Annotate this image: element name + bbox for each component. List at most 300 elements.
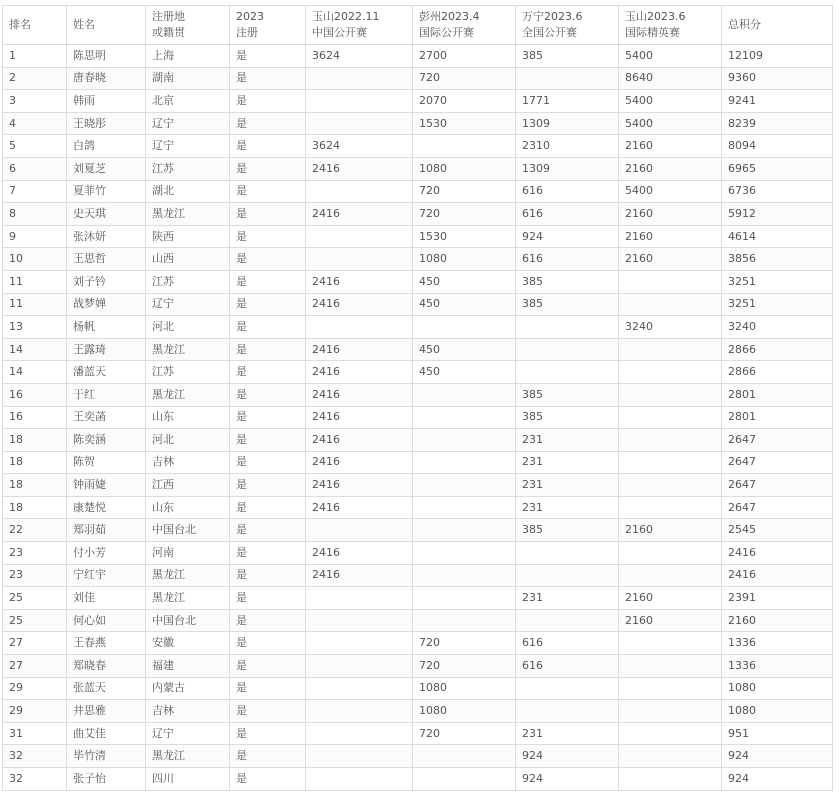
cell-yushan2023 <box>619 722 722 745</box>
cell-reg2023: 是 <box>230 383 306 406</box>
cell-reg2023: 是 <box>230 270 306 293</box>
cell-total: 9241 <box>722 90 833 113</box>
column-header-line: 2023 <box>236 10 264 23</box>
cell-yushan2023 <box>619 768 722 791</box>
cell-pengzhou2023: 450 <box>413 293 516 316</box>
cell-total: 2647 <box>722 474 833 497</box>
cell-yushan2022 <box>306 519 413 542</box>
cell-total: 1336 <box>722 655 833 678</box>
cell-yushan2023: 5400 <box>619 112 722 135</box>
cell-region: 河北 <box>146 316 230 339</box>
cell-region: 江苏 <box>146 157 230 180</box>
cell-wanning2023: 385 <box>516 270 619 293</box>
column-header-wanning2023 <box>516 6 619 45</box>
column-header-line: 总积分 <box>728 18 761 31</box>
cell-wanning2023: 231 <box>516 451 619 474</box>
cell-name: 白鸽 <box>67 135 146 158</box>
cell-yushan2022 <box>306 587 413 610</box>
cell-yushan2023 <box>619 542 722 565</box>
cell-total: 3240 <box>722 316 833 339</box>
column-header-line: 万宁2023.6 <box>522 10 583 23</box>
column-header-line: 注册地 <box>152 10 185 23</box>
cell-wanning2023 <box>516 700 619 723</box>
cell-yushan2023: 2160 <box>619 225 722 248</box>
cell-total: 2416 <box>722 564 833 587</box>
cell-pengzhou2023 <box>413 406 516 429</box>
cell-yushan2023: 3240 <box>619 316 722 339</box>
cell-rank: 13 <box>3 316 67 339</box>
cell-rank: 16 <box>3 383 67 406</box>
cell-yushan2023: 5400 <box>619 90 722 113</box>
cell-name: 井思雅 <box>67 700 146 723</box>
column-header-reg2023 <box>230 6 306 45</box>
cell-pengzhou2023 <box>413 587 516 610</box>
cell-name: 杨帆 <box>67 316 146 339</box>
cell-yushan2023 <box>619 429 722 452</box>
cell-yushan2023 <box>619 361 722 384</box>
cell-reg2023: 是 <box>230 587 306 610</box>
cell-reg2023: 是 <box>230 225 306 248</box>
cell-pengzhou2023: 1080 <box>413 677 516 700</box>
table-row <box>3 135 833 158</box>
cell-yushan2023 <box>619 451 722 474</box>
column-header-yushan2022 <box>306 6 413 45</box>
cell-total: 8094 <box>722 135 833 158</box>
cell-reg2023: 是 <box>230 361 306 384</box>
cell-rank: 9 <box>3 225 67 248</box>
table-row <box>3 203 833 226</box>
cell-region: 吉林 <box>146 700 230 723</box>
column-header-name <box>67 6 146 45</box>
cell-rank: 31 <box>3 722 67 745</box>
cell-total: 1336 <box>722 632 833 655</box>
cell-yushan2022: 2416 <box>306 496 413 519</box>
cell-pengzhou2023: 2070 <box>413 90 516 113</box>
cell-rank: 3 <box>3 90 67 113</box>
table-row <box>3 112 833 135</box>
cell-pengzhou2023 <box>413 429 516 452</box>
cell-total: 6965 <box>722 157 833 180</box>
cell-name: 刘佳 <box>67 587 146 610</box>
column-header-line: 或籍贯 <box>152 26 185 39</box>
cell-pengzhou2023 <box>413 474 516 497</box>
cell-name: 陈贺 <box>67 451 146 474</box>
cell-wanning2023: 385 <box>516 519 619 542</box>
cell-total: 2391 <box>722 587 833 610</box>
table-row <box>3 383 833 406</box>
cell-name: 刘子钤 <box>67 270 146 293</box>
cell-reg2023: 是 <box>230 700 306 723</box>
cell-reg2023: 是 <box>230 496 306 519</box>
cell-pengzhou2023: 1080 <box>413 700 516 723</box>
cell-region: 上海 <box>146 45 230 68</box>
cell-reg2023: 是 <box>230 135 306 158</box>
column-header-line: 玉山2022.11 <box>312 10 380 23</box>
cell-wanning2023: 231 <box>516 722 619 745</box>
cell-wanning2023: 231 <box>516 474 619 497</box>
cell-pengzhou2023: 720 <box>413 67 516 90</box>
table-row <box>3 225 833 248</box>
cell-reg2023: 是 <box>230 564 306 587</box>
cell-wanning2023: 924 <box>516 768 619 791</box>
cell-wanning2023: 1309 <box>516 157 619 180</box>
table-row <box>3 316 833 339</box>
cell-region: 黑龙江 <box>146 564 230 587</box>
cell-total: 8239 <box>722 112 833 135</box>
column-header-line: 国际精英赛 <box>625 26 680 39</box>
cell-name: 陈奕涵 <box>67 429 146 452</box>
table-row <box>3 609 833 632</box>
cell-reg2023: 是 <box>230 677 306 700</box>
column-header-yushan2023 <box>619 6 722 45</box>
cell-pengzhou2023: 450 <box>413 338 516 361</box>
cell-rank: 16 <box>3 406 67 429</box>
cell-yushan2022 <box>306 67 413 90</box>
cell-region: 黑龙江 <box>146 745 230 768</box>
cell-total: 2416 <box>722 542 833 565</box>
cell-reg2023: 是 <box>230 248 306 271</box>
cell-yushan2023 <box>619 270 722 293</box>
cell-name: 郑晓春 <box>67 655 146 678</box>
cell-pengzhou2023: 720 <box>413 203 516 226</box>
cell-yushan2023: 5400 <box>619 45 722 68</box>
column-header-rank <box>3 6 67 45</box>
cell-region: 四川 <box>146 768 230 791</box>
cell-yushan2022 <box>306 700 413 723</box>
table-row <box>3 361 833 384</box>
table-row <box>3 248 833 271</box>
cell-yushan2023 <box>619 700 722 723</box>
cell-name: 张子怡 <box>67 768 146 791</box>
cell-wanning2023 <box>516 677 619 700</box>
cell-rank: 14 <box>3 361 67 384</box>
cell-name: 夏菲竹 <box>67 180 146 203</box>
column-header-line: 中国公开赛 <box>312 26 367 39</box>
cell-name: 毕竹清 <box>67 745 146 768</box>
table-row <box>3 451 833 474</box>
cell-total: 951 <box>722 722 833 745</box>
cell-rank: 5 <box>3 135 67 158</box>
cell-region: 内蒙古 <box>146 677 230 700</box>
table-row <box>3 270 833 293</box>
cell-name: 战梦婵 <box>67 293 146 316</box>
table-row <box>3 722 833 745</box>
cell-region: 陕西 <box>146 225 230 248</box>
cell-reg2023: 是 <box>230 67 306 90</box>
cell-rank: 27 <box>3 632 67 655</box>
cell-yushan2022: 3624 <box>306 45 413 68</box>
cell-yushan2023 <box>619 655 722 678</box>
cell-name: 于红 <box>67 383 146 406</box>
cell-region: 河南 <box>146 542 230 565</box>
cell-yushan2023: 5400 <box>619 180 722 203</box>
cell-reg2023: 是 <box>230 768 306 791</box>
cell-reg2023: 是 <box>230 406 306 429</box>
cell-yushan2023: 2160 <box>619 609 722 632</box>
cell-rank: 22 <box>3 519 67 542</box>
cell-yushan2022 <box>306 609 413 632</box>
table-row <box>3 293 833 316</box>
cell-yushan2022: 2416 <box>306 451 413 474</box>
cell-region: 辽宁 <box>146 722 230 745</box>
cell-wanning2023: 1309 <box>516 112 619 135</box>
cell-yushan2023 <box>619 745 722 768</box>
cell-total: 1080 <box>722 700 833 723</box>
cell-rank: 2 <box>3 67 67 90</box>
cell-yushan2022 <box>306 90 413 113</box>
cell-name: 潘蓝天 <box>67 361 146 384</box>
cell-total: 924 <box>722 745 833 768</box>
cell-region: 安徽 <box>146 632 230 655</box>
cell-reg2023: 是 <box>230 474 306 497</box>
cell-wanning2023: 1771 <box>516 90 619 113</box>
cell-wanning2023: 231 <box>516 496 619 519</box>
table-row <box>3 90 833 113</box>
cell-yushan2022 <box>306 745 413 768</box>
cell-total: 2647 <box>722 496 833 519</box>
cell-rank: 6 <box>3 157 67 180</box>
cell-wanning2023 <box>516 361 619 384</box>
cell-pengzhou2023 <box>413 564 516 587</box>
cell-yushan2022: 2416 <box>306 474 413 497</box>
cell-name: 张沐妍 <box>67 225 146 248</box>
cell-name: 唐春晓 <box>67 67 146 90</box>
cell-rank: 29 <box>3 700 67 723</box>
cell-rank: 25 <box>3 587 67 610</box>
cell-name: 张蓝天 <box>67 677 146 700</box>
cell-name: 康楚悦 <box>67 496 146 519</box>
cell-pengzhou2023: 450 <box>413 361 516 384</box>
cell-yushan2022: 2416 <box>306 542 413 565</box>
cell-name: 王思哲 <box>67 248 146 271</box>
column-header-pengzhou2023 <box>413 6 516 45</box>
cell-rank: 18 <box>3 496 67 519</box>
cell-rank: 32 <box>3 745 67 768</box>
cell-pengzhou2023: 2700 <box>413 45 516 68</box>
cell-reg2023: 是 <box>230 609 306 632</box>
cell-yushan2022 <box>306 722 413 745</box>
cell-reg2023: 是 <box>230 519 306 542</box>
cell-yushan2022 <box>306 112 413 135</box>
cell-yushan2023 <box>619 293 722 316</box>
column-header-line: 彭州2023.4 <box>419 10 480 23</box>
table-row <box>3 157 833 180</box>
cell-rank: 11 <box>3 293 67 316</box>
cell-yushan2023 <box>619 632 722 655</box>
cell-yushan2022 <box>306 655 413 678</box>
cell-reg2023: 是 <box>230 451 306 474</box>
cell-total: 2647 <box>722 451 833 474</box>
cell-yushan2023: 2160 <box>619 203 722 226</box>
table-row <box>3 45 833 68</box>
cell-reg2023: 是 <box>230 745 306 768</box>
cell-name: 付小芳 <box>67 542 146 565</box>
ranking-table-container <box>2 5 833 791</box>
cell-wanning2023: 616 <box>516 203 619 226</box>
cell-yushan2022: 2416 <box>306 429 413 452</box>
cell-total: 6736 <box>722 180 833 203</box>
cell-region: 辽宁 <box>146 112 230 135</box>
cell-region: 黑龙江 <box>146 587 230 610</box>
cell-name: 王露琦 <box>67 338 146 361</box>
cell-rank: 1 <box>3 45 67 68</box>
cell-wanning2023: 616 <box>516 180 619 203</box>
column-header-region <box>146 6 230 45</box>
table-row <box>3 496 833 519</box>
cell-wanning2023: 385 <box>516 406 619 429</box>
cell-rank: 23 <box>3 542 67 565</box>
cell-region: 辽宁 <box>146 135 230 158</box>
cell-yushan2022: 2416 <box>306 270 413 293</box>
cell-pengzhou2023 <box>413 609 516 632</box>
cell-region: 吉林 <box>146 451 230 474</box>
cell-total: 5912 <box>722 203 833 226</box>
cell-total: 2801 <box>722 383 833 406</box>
cell-yushan2023: 2160 <box>619 157 722 180</box>
cell-region: 山东 <box>146 496 230 519</box>
cell-yushan2022: 2416 <box>306 361 413 384</box>
cell-region: 山东 <box>146 406 230 429</box>
cell-wanning2023 <box>516 609 619 632</box>
cell-pengzhou2023 <box>413 135 516 158</box>
cell-yushan2022 <box>306 225 413 248</box>
table-row <box>3 338 833 361</box>
cell-yushan2023: 2160 <box>619 135 722 158</box>
cell-rank: 10 <box>3 248 67 271</box>
cell-yushan2022 <box>306 316 413 339</box>
cell-wanning2023: 231 <box>516 429 619 452</box>
cell-name: 韩雨 <box>67 90 146 113</box>
cell-region: 中国台北 <box>146 609 230 632</box>
table-header <box>3 6 833 45</box>
table-row <box>3 700 833 723</box>
cell-name: 刘夏芝 <box>67 157 146 180</box>
cell-wanning2023 <box>516 316 619 339</box>
cell-rank: 18 <box>3 451 67 474</box>
cell-pengzhou2023: 1530 <box>413 225 516 248</box>
cell-wanning2023 <box>516 67 619 90</box>
cell-pengzhou2023 <box>413 542 516 565</box>
cell-total: 12109 <box>722 45 833 68</box>
cell-reg2023: 是 <box>230 542 306 565</box>
cell-total: 3251 <box>722 293 833 316</box>
cell-yushan2023 <box>619 474 722 497</box>
cell-yushan2023 <box>619 496 722 519</box>
cell-reg2023: 是 <box>230 316 306 339</box>
table-body <box>3 45 833 791</box>
cell-rank: 32 <box>3 768 67 791</box>
cell-total: 2160 <box>722 609 833 632</box>
cell-name: 曲艾佳 <box>67 722 146 745</box>
cell-region: 河北 <box>146 429 230 452</box>
cell-pengzhou2023 <box>413 451 516 474</box>
cell-total: 9360 <box>722 67 833 90</box>
cell-region: 江苏 <box>146 361 230 384</box>
cell-yushan2023 <box>619 564 722 587</box>
cell-yushan2023: 2160 <box>619 248 722 271</box>
table-row <box>3 67 833 90</box>
cell-wanning2023 <box>516 542 619 565</box>
cell-wanning2023: 385 <box>516 383 619 406</box>
cell-wanning2023: 924 <box>516 225 619 248</box>
cell-pengzhou2023 <box>413 519 516 542</box>
cell-name: 宁红宇 <box>67 564 146 587</box>
cell-rank: 23 <box>3 564 67 587</box>
cell-rank: 14 <box>3 338 67 361</box>
cell-yushan2023: 2160 <box>619 519 722 542</box>
cell-name: 郑羽茹 <box>67 519 146 542</box>
cell-yushan2022: 2416 <box>306 338 413 361</box>
cell-pengzhou2023: 720 <box>413 722 516 745</box>
cell-pengzhou2023: 450 <box>413 270 516 293</box>
cell-region: 黑龙江 <box>146 203 230 226</box>
cell-yushan2023: 2160 <box>619 587 722 610</box>
cell-reg2023: 是 <box>230 112 306 135</box>
cell-reg2023: 是 <box>230 338 306 361</box>
cell-yushan2022 <box>306 768 413 791</box>
table-row <box>3 406 833 429</box>
cell-pengzhou2023: 720 <box>413 180 516 203</box>
cell-total: 3251 <box>722 270 833 293</box>
cell-yushan2022 <box>306 677 413 700</box>
cell-total: 2647 <box>722 429 833 452</box>
table-row <box>3 745 833 768</box>
cell-yushan2023 <box>619 383 722 406</box>
cell-rank: 4 <box>3 112 67 135</box>
cell-region: 湖北 <box>146 180 230 203</box>
cell-total: 2866 <box>722 338 833 361</box>
cell-rank: 27 <box>3 655 67 678</box>
cell-total: 2866 <box>722 361 833 384</box>
cell-name: 钟雨婕 <box>67 474 146 497</box>
cell-name: 陈思明 <box>67 45 146 68</box>
cell-region: 江西 <box>146 474 230 497</box>
cell-pengzhou2023: 1080 <box>413 157 516 180</box>
cell-yushan2023 <box>619 406 722 429</box>
cell-wanning2023: 385 <box>516 293 619 316</box>
cell-region: 湖南 <box>146 67 230 90</box>
cell-yushan2022 <box>306 180 413 203</box>
cell-yushan2022: 2416 <box>306 203 413 226</box>
cell-yushan2022: 3624 <box>306 135 413 158</box>
cell-total: 2801 <box>722 406 833 429</box>
cell-region: 辽宁 <box>146 293 230 316</box>
column-header-total <box>722 6 833 45</box>
cell-region: 福建 <box>146 655 230 678</box>
cell-rank: 29 <box>3 677 67 700</box>
cell-wanning2023: 616 <box>516 655 619 678</box>
column-header-line: 玉山2023.6 <box>625 10 686 23</box>
table-row <box>3 429 833 452</box>
column-header-line: 注册 <box>236 26 258 39</box>
table-row <box>3 519 833 542</box>
cell-reg2023: 是 <box>230 90 306 113</box>
cell-yushan2022 <box>306 632 413 655</box>
cell-region: 北京 <box>146 90 230 113</box>
cell-yushan2022: 2416 <box>306 293 413 316</box>
cell-wanning2023: 616 <box>516 248 619 271</box>
cell-region: 黑龙江 <box>146 338 230 361</box>
ranking-table <box>2 5 833 791</box>
cell-pengzhou2023: 720 <box>413 632 516 655</box>
cell-reg2023: 是 <box>230 632 306 655</box>
cell-reg2023: 是 <box>230 45 306 68</box>
column-header-line: 全国公开赛 <box>522 26 577 39</box>
cell-pengzhou2023 <box>413 768 516 791</box>
cell-name: 王奕菡 <box>67 406 146 429</box>
cell-yushan2022: 2416 <box>306 383 413 406</box>
cell-wanning2023: 2310 <box>516 135 619 158</box>
